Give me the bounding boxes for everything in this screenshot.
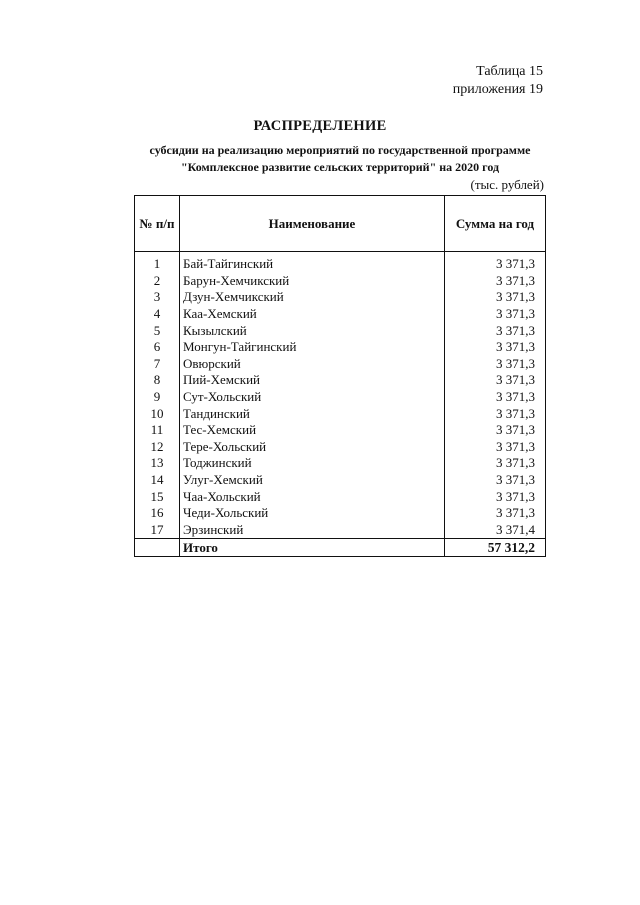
row-name-cell: Кызылский bbox=[180, 322, 445, 339]
table-row bbox=[135, 339, 546, 356]
table-row bbox=[135, 322, 546, 339]
row-number-cell: 2 bbox=[135, 273, 180, 290]
table-row bbox=[135, 505, 546, 522]
row-sum-cell: 3 371,3 bbox=[445, 306, 546, 323]
document-title: РАСПРЕДЕЛЕНИЕ bbox=[253, 118, 387, 134]
total-label-cell: Итого bbox=[180, 539, 445, 557]
units-note: (тыс. рублей) bbox=[470, 177, 544, 192]
row-number-cell: 6 bbox=[135, 339, 180, 356]
row-name-cell: Бай-Тайгинский bbox=[180, 252, 445, 273]
document-subtitle bbox=[120, 142, 560, 176]
row-sum-cell: 3 371,3 bbox=[445, 472, 546, 489]
row-name-cell: Улуг-Хемский bbox=[180, 472, 445, 489]
row-number-cell: 16 bbox=[135, 505, 180, 522]
row-name-cell: Тес-Хемский bbox=[180, 422, 445, 439]
row-sum-cell: 3 371,3 bbox=[445, 405, 546, 422]
row-sum-cell: 3 371,3 bbox=[445, 488, 546, 505]
table-row bbox=[135, 372, 546, 389]
row-name-cell: Монгун-Тайгинский bbox=[180, 339, 445, 356]
row-sum-cell: 3 371,3 bbox=[445, 422, 546, 439]
row-number-cell: 15 bbox=[135, 488, 180, 505]
table-number: Таблица 15 bbox=[476, 64, 543, 79]
row-name-cell: Тоджинский bbox=[180, 455, 445, 472]
table-row bbox=[135, 273, 546, 290]
row-name-cell: Овюрский bbox=[180, 356, 445, 373]
total-row bbox=[135, 539, 546, 557]
row-number-cell: 14 bbox=[135, 472, 180, 489]
row-number-cell: 1 bbox=[135, 252, 180, 273]
table-row bbox=[135, 472, 546, 489]
table-row bbox=[135, 422, 546, 439]
table-row bbox=[135, 306, 546, 323]
column-header-name: Наименование bbox=[180, 196, 445, 252]
distribution-table bbox=[134, 195, 546, 557]
table-row bbox=[135, 389, 546, 406]
column-header-number: № п/п bbox=[135, 196, 180, 252]
table-row bbox=[135, 252, 546, 273]
table-row bbox=[135, 439, 546, 456]
row-sum-cell: 3 371,3 bbox=[445, 389, 546, 406]
row-name-cell: Сут-Хольский bbox=[180, 389, 445, 406]
row-sum-cell: 3 371,3 bbox=[445, 455, 546, 472]
subtitle-line-2: "Комплексное развитие сельских территорий" на 2020 год bbox=[180, 160, 500, 174]
row-number-cell: 10 bbox=[135, 405, 180, 422]
row-name-cell: Каа-Хемский bbox=[180, 306, 445, 323]
table-reference bbox=[453, 63, 543, 99]
appendix-number: приложения 19 bbox=[452, 82, 543, 97]
distribution-table-container bbox=[134, 195, 545, 557]
row-number-cell: 17 bbox=[135, 522, 180, 539]
row-sum-cell: 3 371,3 bbox=[445, 372, 546, 389]
table-row bbox=[135, 356, 546, 373]
row-number-cell: 11 bbox=[135, 422, 180, 439]
row-sum-cell: 3 371,3 bbox=[445, 252, 546, 273]
table-body bbox=[135, 252, 546, 557]
row-name-cell: Тандинский bbox=[180, 405, 445, 422]
row-number-cell: 4 bbox=[135, 306, 180, 323]
table-row bbox=[135, 455, 546, 472]
row-name-cell: Тере-Хольский bbox=[180, 439, 445, 456]
row-number-cell: 13 bbox=[135, 455, 180, 472]
row-number-cell: 12 bbox=[135, 439, 180, 456]
row-name-cell: Пий-Хемский bbox=[180, 372, 445, 389]
row-sum-cell: 3 371,3 bbox=[445, 322, 546, 339]
row-sum-cell: 3 371,3 bbox=[445, 289, 546, 306]
column-header-sum: Сумма на год bbox=[445, 196, 546, 252]
total-number-cell bbox=[135, 539, 180, 557]
row-sum-cell: 3 371,3 bbox=[445, 339, 546, 356]
row-sum-cell: 3 371,3 bbox=[445, 505, 546, 522]
row-number-cell: 3 bbox=[135, 289, 180, 306]
row-sum-cell: 3 371,3 bbox=[445, 273, 546, 290]
row-sum-cell: 3 371,3 bbox=[445, 356, 546, 373]
table-row bbox=[135, 405, 546, 422]
row-name-cell: Эрзинский bbox=[180, 522, 445, 539]
total-sum-cell: 57 312,2 bbox=[445, 539, 546, 557]
row-number-cell: 5 bbox=[135, 322, 180, 339]
row-sum-cell: 3 371,4 bbox=[445, 522, 546, 539]
row-number-cell: 7 bbox=[135, 356, 180, 373]
table-row bbox=[135, 522, 546, 539]
subtitle-line-1: субсидии на реализацию мероприятий по государственной программе bbox=[149, 143, 531, 157]
row-name-cell: Чеди-Хольский bbox=[180, 505, 445, 522]
row-sum-cell: 3 371,3 bbox=[445, 439, 546, 456]
row-name-cell: Дзун-Хемчикский bbox=[180, 289, 445, 306]
row-number-cell: 8 bbox=[135, 372, 180, 389]
table-row bbox=[135, 289, 546, 306]
table-row bbox=[135, 488, 546, 505]
row-number-cell: 9 bbox=[135, 389, 180, 406]
row-name-cell: Барун-Хемчикский bbox=[180, 273, 445, 290]
table-header-row bbox=[135, 196, 546, 252]
row-name-cell: Чаа-Хольский bbox=[180, 488, 445, 505]
